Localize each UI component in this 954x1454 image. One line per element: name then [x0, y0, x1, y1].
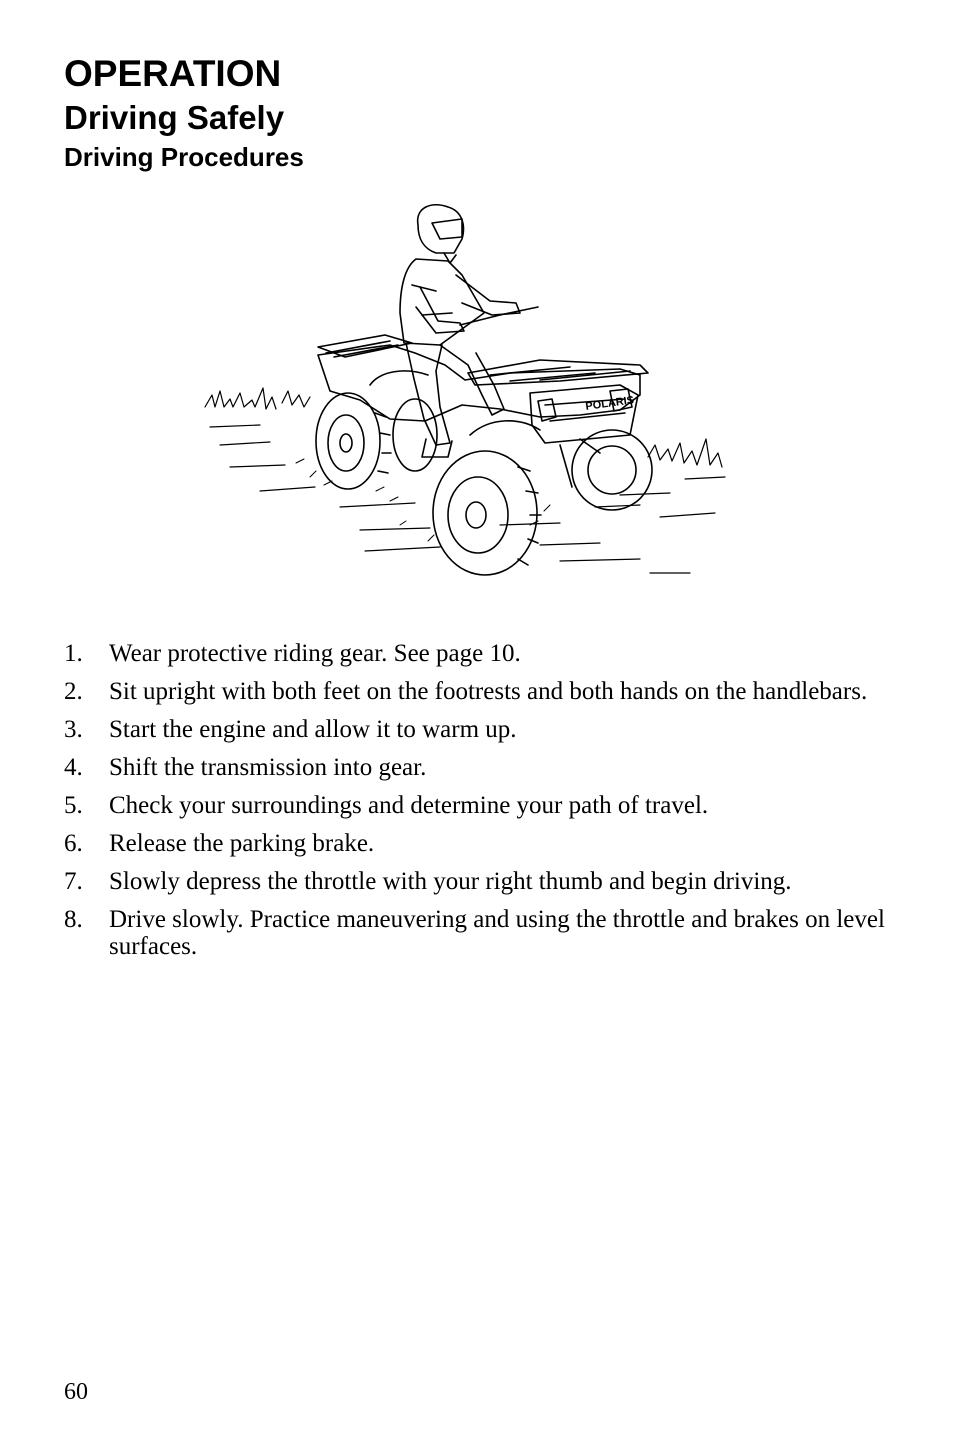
list-item [64, 640, 894, 667]
atv-rider-illustration [200, 195, 730, 590]
list-item [64, 830, 894, 857]
list-item [64, 754, 894, 781]
list-item [64, 906, 894, 960]
step-number: 8. [64, 906, 83, 933]
procedure-steps [64, 640, 894, 971]
rider [400, 205, 538, 457]
step-number: 2. [64, 678, 83, 705]
page-subtitle: Driving Procedures [64, 142, 304, 172]
list-item [64, 678, 894, 705]
page-title: Driving Safely [64, 99, 285, 136]
step-text: Sit upright with both feet on the footrests and both hands on the handlebars. [109, 678, 868, 705]
step-text: Shift the transmission into gear. [109, 754, 427, 781]
step-text: Release the parking brake. [109, 830, 375, 857]
step-number: 1. [64, 640, 83, 667]
step-number: 3. [64, 716, 83, 743]
rear-right-wheel [393, 399, 437, 471]
rear-left-wheel [316, 393, 391, 489]
front-left-wheel [433, 451, 541, 575]
list-item [64, 792, 894, 819]
step-number: 4. [64, 754, 83, 781]
step-number: 7. [64, 868, 83, 895]
step-text: Slowly depress the throttle with your right thumb and begin driving. [109, 868, 792, 895]
step-number: 5. [64, 792, 83, 819]
step-text: Wear protective riding gear. See page 10. [109, 640, 521, 667]
list-item [64, 716, 894, 743]
step-text: Check your surroundings and determine your path of travel. [109, 792, 709, 819]
page-number: 60 [64, 1379, 88, 1405]
list-item [64, 868, 894, 895]
svg-text:POLARIS: POLARIS [584, 394, 635, 413]
section-heading: OPERATION [64, 53, 282, 94]
step-text: Drive slowly. Practice maneuvering and using the throttle and brakes on level surfaces. [109, 906, 885, 960]
step-text: Start the engine and allow it to warm up. [109, 716, 517, 743]
step-number: 6. [64, 830, 83, 857]
